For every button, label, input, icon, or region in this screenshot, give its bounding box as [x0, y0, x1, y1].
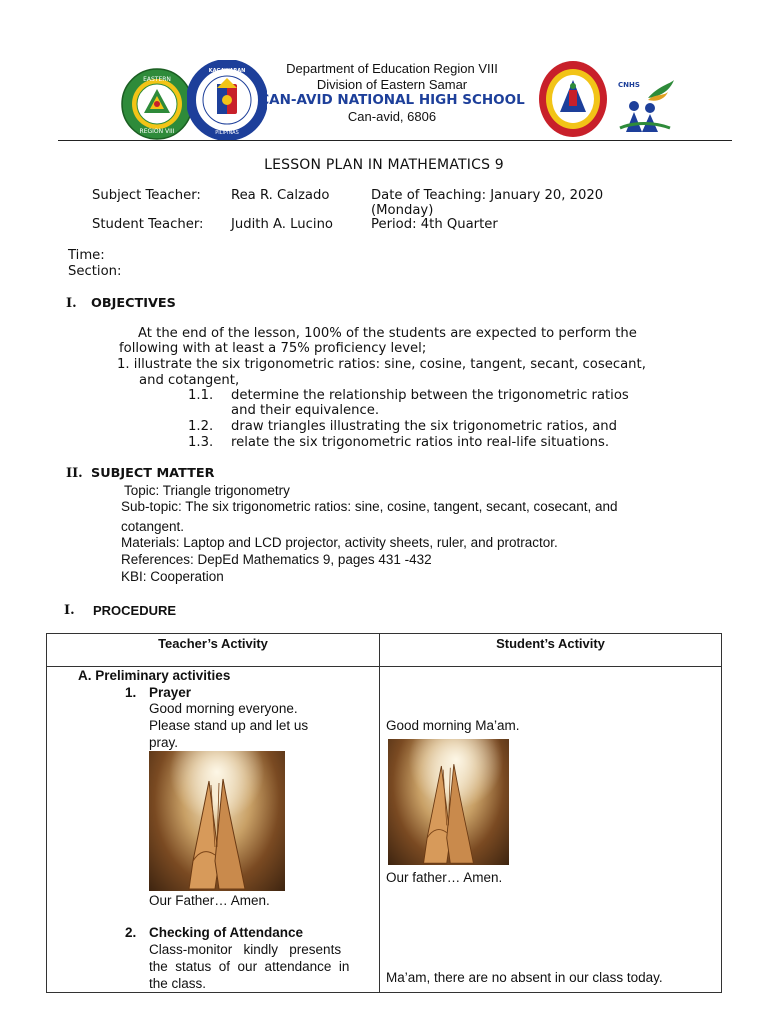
objective-sub-num: 1.3. [188, 435, 214, 450]
student-activity-cell [380, 667, 722, 993]
header-school-name: CAN-AVID NATIONAL HIGH SCHOOL [259, 92, 525, 108]
page-title: LESSON PLAN IN MATHEMATICS 9 [264, 157, 504, 173]
teacher-prayer-end: Our Father… Amen. [149, 893, 270, 908]
objectives-intro: At the end of the lesson, 100% of the students are expected to perform the [138, 326, 637, 341]
date-of-teaching: Date of Teaching: January 20, 2020 [371, 188, 604, 203]
references: References: DepEd Mathematics 9, pages 431 -432 [121, 552, 432, 567]
logo-lettering: REGION VIII [139, 128, 175, 135]
student-attendance-response: Ma’am, there are no absent in our class today. [386, 970, 663, 985]
kbi: KBI: Cooperation [121, 569, 224, 584]
objective-sub-num: 1.2. [188, 419, 214, 434]
logo-lettering: KAGAWARAN [208, 68, 246, 74]
teacher-attendance-instruction: Class-monitor kindly presents [149, 942, 342, 957]
objectives-heading: OBJECTIVES [91, 296, 176, 311]
objective-sub-text: relate the six trigonometric ratios into real-life situations. [231, 435, 610, 450]
procedure-heading: PROCEDURE [93, 603, 177, 618]
teacher-attendance-instruction-end: the class. [149, 976, 207, 991]
student-teacher-value: Judith A. Lucino [231, 217, 333, 232]
objectives-number: I. [66, 296, 77, 311]
logo-lettering: PILIPINAS [215, 130, 239, 136]
student-greeting: Good morning Ma’am. [386, 718, 520, 733]
division-eastern-samar-logo [120, 67, 194, 141]
prayer-heading: Prayer [149, 685, 192, 700]
column-header-teacher-label: Teacher’s Activity [158, 636, 268, 651]
section-label: Section: [68, 264, 122, 279]
student-prayer-end: Our father… Amen. [386, 870, 503, 885]
time-label: Time: [68, 248, 105, 263]
materials: Materials: Laptop and LCD projector, activity sheets, ruler, and protractor. [121, 535, 558, 550]
student-teacher-label: Student Teacher: [92, 217, 204, 232]
objective-item-1-cont: and cotangent, [139, 373, 240, 388]
teacher-prayer-instruction-cont: pray. [149, 735, 179, 750]
prayer-number: 1. [125, 685, 137, 700]
teacher-attendance-instruction-cont: the status of our attendance in [149, 959, 350, 974]
subject-matter-number: II. [66, 466, 83, 481]
logo-lettering: CNHS [618, 81, 640, 89]
column-header-student [380, 634, 722, 667]
cnhs-kids-logo [614, 78, 678, 134]
header-divider [58, 140, 732, 141]
attendance-number: 2. [125, 925, 137, 940]
objective-sub-text: determine the relationship between the trigonometric ratios [231, 388, 629, 403]
objective-sub-num: 1.1. [188, 388, 214, 403]
praying-hands-image [388, 739, 509, 865]
teacher-prayer-instruction: Please stand up and let us [149, 718, 309, 733]
header-division: Division of Eastern Samar [316, 77, 468, 92]
praying-hands-image [149, 751, 285, 891]
column-header-teacher [47, 634, 380, 667]
objective-sub-text-cont: and their equivalence. [231, 403, 380, 418]
column-header-student-label: Student’s Activity [496, 636, 605, 651]
procedure-number: I. [64, 603, 75, 618]
objective-item-1: 1. illustrate the six trigonometric ratios: sine, cosine, tangent, secant, cosecant, [117, 357, 646, 372]
period: Period: 4th Quarter [371, 217, 498, 232]
teacher-activity-cell [47, 667, 380, 993]
procedure-table [46, 633, 722, 993]
objectives-intro-cont: following with at least a 75% proficiency level; [119, 341, 427, 356]
preliminary-activities: A. Preliminary activities [78, 668, 231, 683]
teacher-greeting: Good morning everyone. [149, 701, 298, 716]
topic: Topic: Triangle trigonometry [124, 483, 290, 498]
header-address: Can-avid, 6806 [347, 109, 437, 124]
date-day: (Monday) [371, 203, 434, 218]
header-department: Department of Education Region VIII [286, 61, 498, 76]
subtopic-cont: cotangent. [121, 519, 185, 534]
subtopic: Sub-topic: The six trigonometric ratios: sine, cosine, tangent, secant, cosecant, and [121, 499, 618, 514]
subject-teacher-label: Subject Teacher: [92, 188, 201, 203]
subject-teacher-value: Rea R. Calzado [231, 188, 330, 203]
subject-matter-heading: SUBJECT MATTER [91, 466, 215, 481]
attendance-heading: Checking of Attendance [149, 925, 304, 940]
logo-lettering: EASTERN [143, 76, 171, 83]
objective-sub-text: draw triangles illustrating the six trigonometric ratios, and [231, 419, 618, 434]
